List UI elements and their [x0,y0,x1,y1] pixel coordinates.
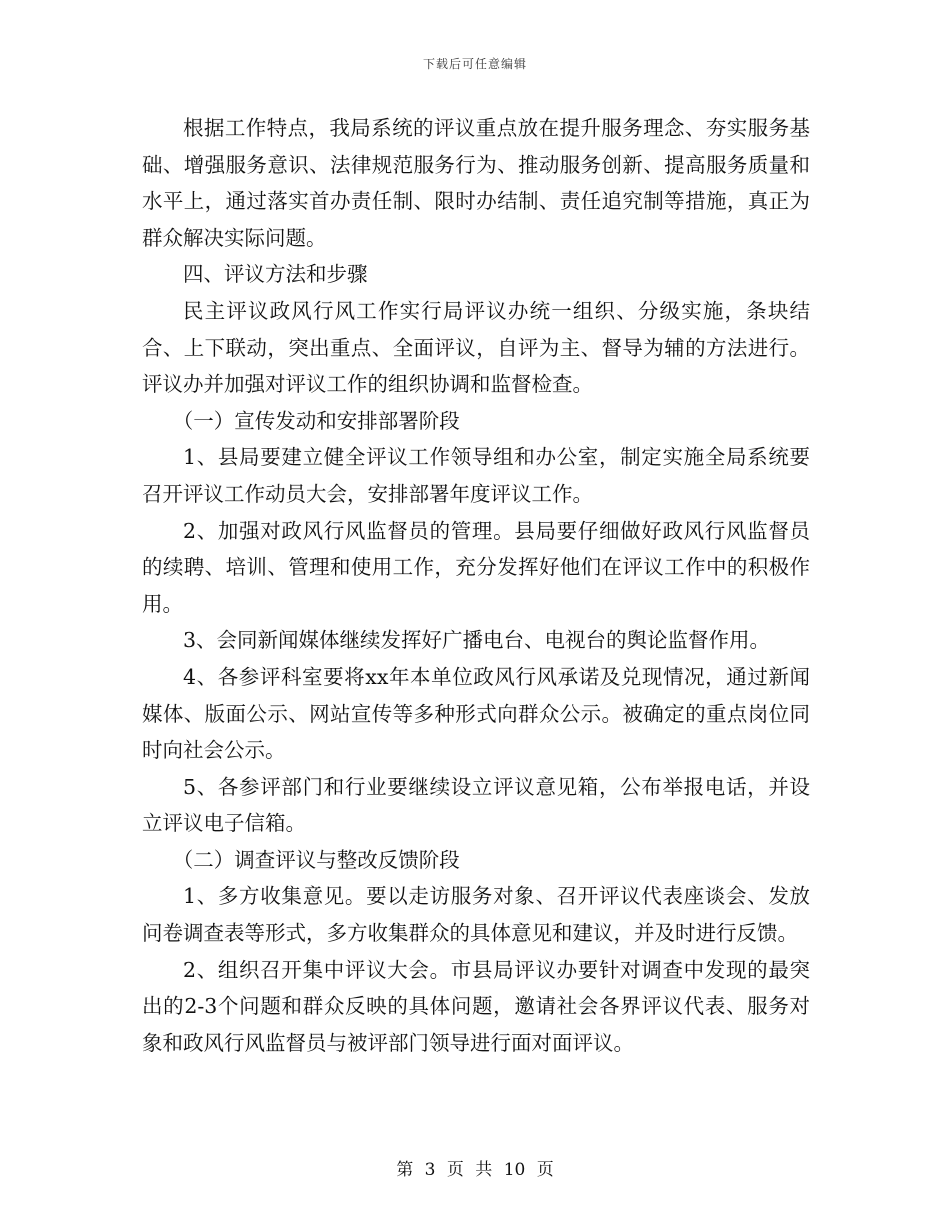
list-item-stage-one-2: 2、加强对政风行风监督员的管理。县局要仔细做好政风行风监督员的续聘、培训、管理和使用工作，充分发挥好他们在评议工作中的积极作用。 [142,518,810,616]
list-item-stage-one-1: 1、县局要建立健全评议工作领导组和办公室，制定实施全局系统要召开评议工作动员大会，安排部署年度评议工作。 [142,445,810,506]
document-body [142,110,810,1061]
page-header-note: 下载后可任意编辑 [422,57,527,71]
list-item-stage-two-1: 1、多方收集意见。要以走访服务对象、召开评议代表座谈会、发放问卷调查表等形式，多方收集群众的具体意见和建议，并及时进行反馈。 [142,884,810,946]
list-item-stage-one-3: 3、会同新闻媒体继续发挥好广播电台、电视台的舆论监督作用。 [183,628,771,653]
section-heading-methods: 四、评议方法和步骤 [183,262,368,287]
paragraph-evaluation-focus: 根据工作特点，我局系统的评议重点放在提升服务理念、夯实服务基础、增强服务意识、法律规范服务行为、推动服务创新、提高服务质量和水平上，通过落实首办责任制、限时办结制、责任追究制等措施，真正为群众解决实际问题。 [142,116,810,250]
page-number-footer: 第 3 页 共 10 页 [396,1160,554,1180]
subheading-stage-two: （二）调查评议与整改反馈阶段 [172,847,460,872]
paragraph-methods: 民主评议政风行风工作实行局评议办统一组织、分级实施，条块结合、上下联动，突出重点、全面评议，自评为主、督导为辅的方法进行。评议办并加强对评议工作的组织协调和监督检查。 [142,298,810,397]
list-item-stage-one-4: 4、各参评科室要将xx年本单位政风行风承诺及兑现情况，通过新闻媒体、版面公示、网站宣传等多种形式向群众公示。被确定的重点岗位同时向社会公示。 [142,664,810,763]
subheading-stage-one: （一）宣传发动和安排部署阶段 [172,408,460,433]
list-item-stage-one-5: 5、各参评部门和行业要继续设立评议意见箱，公布举报电话，并设立评议电子信箱。 [142,774,810,836]
list-item-stage-two-2: 2、组织召开集中评议大会。市县局评议办要针对调查中发现的最突出的2-3个问题和群众反映的具体问题，邀请社会各界评议代表、服务对象和政风行风监督员与被评部门领导进行面对面评议。 [142,957,810,1055]
